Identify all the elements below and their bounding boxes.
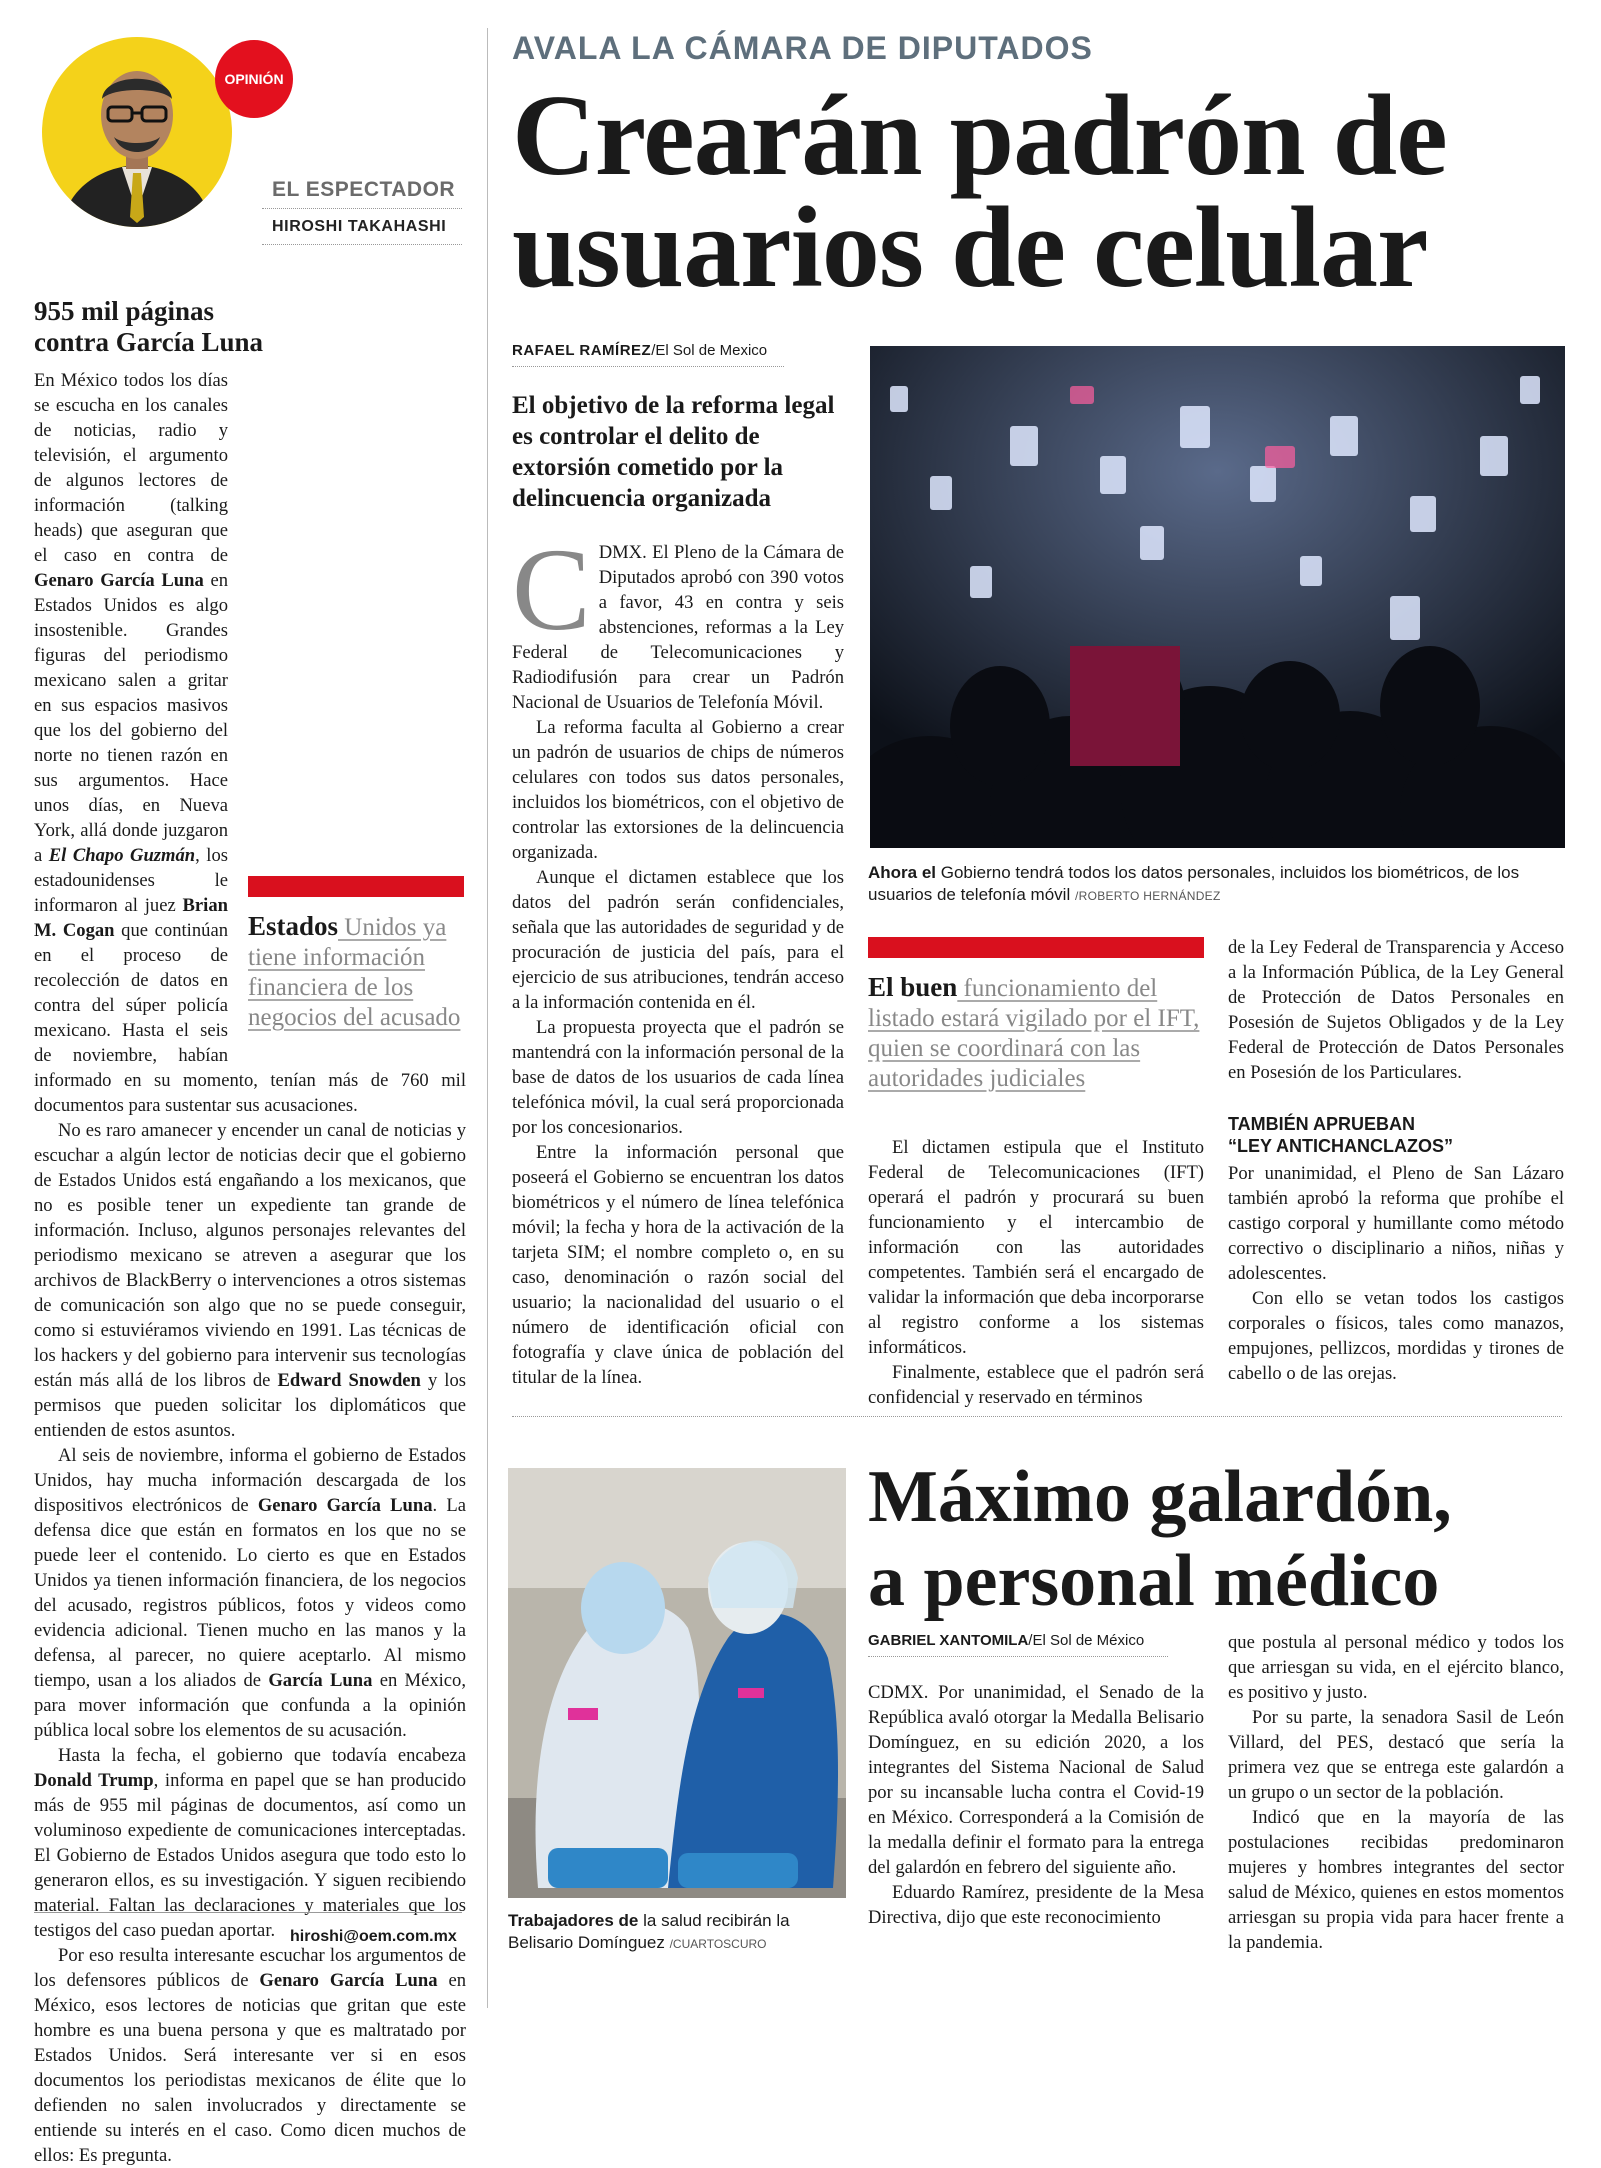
story-paragraph: Indicó que en la mayoría de las postulaciones recibidas predominaron mujeres y hombres integrantes del sector salud de México, quienes en estos momentos arriesgan su propia vida para hacer frente a la pandemia. <box>1228 1807 1564 1953</box>
byline-outlet: /El Sol de Mexico <box>651 342 768 359</box>
columnist-portrait-icon <box>42 37 232 227</box>
divider <box>512 366 784 367</box>
story-column <box>868 1135 1204 1410</box>
pull-quote-bar <box>248 876 464 897</box>
headline-line: Máximo galardón, <box>868 1456 1452 1538</box>
columnist-photo <box>42 37 232 227</box>
pull-quote <box>868 937 1204 1094</box>
subhead: El objetivo de la reforma legal es controlar el delito de extorsión cometido por la delincuencia organizada <box>512 392 835 512</box>
pull-quote <box>248 876 464 1033</box>
pull-quote-text: Unidos ya tiene información financiera de los negocios del acusado <box>248 914 461 1031</box>
divider <box>34 1912 462 1913</box>
pull-quote-lead: Estados <box>248 911 339 941</box>
author-name: HIROSHI TAKAHASHI <box>272 218 447 235</box>
column-paragraph: No es raro amanecer y encender un canal de noticias y escuchar a algún lector de noticias decir que el gobierno de Estados Unidos está engañando a los mexicanos, que no es posible tener un expediente tan grande de información. Incluso, algunos personajes relevantes del periodismo mexicano se atreven a asegurar que los archivos de BlackBerry o intervenciones a otros sistemas de comunicación son algo que no se puede conseguir, como si estuviéramos viviendo en 1991. Las técnicas de los hackers y del gobierno para intervenir sus tecnologías están más allá de los libros de Edward Snowden y los permisos que pueden solicitar los diplomáticos que entienden de estos asuntos. <box>34 1120 466 1441</box>
divider <box>868 1656 1168 1657</box>
caption-text: Gobierno tendrá todos los datos personales, incluidos los biométricos, de los usuarios de telefonía móvil <box>868 863 1520 904</box>
story-paragraph: Aunque el dictamen establece que los datos del padrón serán confidenciales, señala que las autoridades de seguridad y de procuración de justicia del país, para el ejercicio de sus atribuciones, tendrán acceso a la información contenida en él. <box>512 867 844 1013</box>
pull-quote-lead: El buen <box>868 972 958 1002</box>
story-paragraph: Entre la información personal que poseerá el Gobierno se encuentran los datos biométricos y el número de línea telefónica móvil; la fecha y hora de la activación de la tarjeta SIM; el nombre completo o, en su caso, denominación o razón social del usuario; la nacionalidad del usuario o el número de identificación oficial con fotografía y clave única de población del titular de la línea. <box>512 1142 844 1388</box>
column-paragraph: En México todos los días se escucha en los canales de noticias, radio y televisión, el argumento de algunos lectores de información (talking heads) que aseguran que el caso en contra de Genaro García Luna en Estados Unidos es algo insostenible. Grandes figuras del periodismo mexicano salen a gritar en sus espacios masivos que los del gobierno del norte no tienen razón en sus argumentos. Hace unos días, en Nueva York, allá donde juzgaron a El Chapo Guzmán, los estadounidenses le informaron al juez Brian M. Cogan que continúan en el proceso de recolección de datos en contra del súper policía mexicano. Hasta el seis de noviembre, habían informado en su momento, tenían más de 760 mil documentos para sustentar sus acusaciones. <box>34 370 466 1116</box>
headline-line: usuarios de celular <box>512 184 1428 312</box>
column-title-line: contra García Luna <box>34 327 263 357</box>
column-title <box>34 296 454 358</box>
story-paragraph: La reforma faculta al Gobierno a crear un padrón de usuarios de chips de números celulares con todos sus datos personales, incluidos los biométricos, con el objetivo de controlar las extorsiones de la delincuencia organizada. <box>512 717 844 863</box>
photo-caption <box>508 1910 846 1955</box>
byline-name: RAFAEL RAMÍREZ <box>512 342 652 359</box>
byline-name: GABRIEL XANTOMILA <box>868 1632 1029 1649</box>
story-column <box>1228 1630 1564 1955</box>
byline <box>868 1632 1144 1649</box>
caption-lead: Ahora el <box>868 863 937 882</box>
section-name: EL ESPECTADOR <box>272 178 456 201</box>
story-paragraph: Eduardo Ramírez, presidente de la Mesa Directiva, dijo que este reconocimiento <box>868 1882 1204 1928</box>
drop-cap: C <box>512 524 591 655</box>
story-paragraph: La propuesta proyecta que el padrón se mantendrá con la información personal de la base de datos de los usuarios de cada línea telefónica móvil, la cual será proporcionada por los concesionarios. <box>512 1017 844 1138</box>
column-paragraph: Hasta la fecha, el gobierno que todavía encabeza Donald Trump, informa en papel que se han producido más de 955 mil páginas de documentos, así como un voluminoso expediente de comunicaciones interceptadas. El Gobierno de Estados Unidos asegura que todo esto lo generaron ellos, es su investigación. Y siguen recibiendo material. Faltan las declaraciones y materiales que los testigos del caso puedan aportar. <box>34 1745 466 1941</box>
divider <box>262 208 462 209</box>
story-column <box>1228 935 1564 1386</box>
column-paragraph: Al seis de noviembre, informa el gobierno de Estados Unidos, hay mucha información descargada de los dispositivos electrónicos de Genaro García Luna. La defensa dice que están en formatos en los que no se puede leer el contenido. Lo cierto es que en Estados Unidos ya tienen información financiera, de los negocios del acusado, registros públicos, fotos y videos como evidencia adicional. Tienen mucho en las manos y la defensa, al parecer, no quiere aceptarlo. Al mismo tiempo, usan a los aliados de García Luna en México, para mover información que confunda a la opinión pública local sobre los elementos de su acusación. <box>34 1445 466 1741</box>
kicker: AVALA LA CÁMARA DE DIPUTADOS <box>512 30 1093 66</box>
story-column <box>512 524 844 1390</box>
concert-phones-photo <box>870 346 1565 848</box>
column-title-line: 955 mil páginas <box>34 296 215 326</box>
story-paragraph: Por su parte, la senadora Sasil de León Villard, del PES, destacó que sería la primera vez que se entrega este galardón a un grupo o un sector de la población. <box>1228 1707 1564 1803</box>
pull-quote-text: funcionamiento del listado estará vigilado por el IFT, quien se coordinará con las autoridades judiciales <box>868 975 1200 1092</box>
story-paragraph: El dictamen estipula que el Instituto Federal de Telecomunicaciones (IFT) operará el padrón y procurará su buen funcionamiento y el intercambio de información con las autoridades competentes. También será el encargado de validar la información que deba incorporarse al registro conforme a los sistemas informáticos. <box>868 1137 1204 1358</box>
column-body <box>34 368 466 2168</box>
story-column <box>868 1680 1204 1930</box>
photo-credit: /ROBERTO HERNÁNDEZ <box>1074 889 1221 903</box>
headline-line: Crearán padrón de <box>512 72 1447 200</box>
story-paragraph: DMX. El Pleno de la Cámara de Diputados aprobó con 390 votos a favor, 43 en contra y seis abstenciones, reformas a la Ley Federal de Telecomunicaciones y Radiodifusión para crear un Padrón Nacional de Usuarios de Telefonía Móvil. <box>512 542 844 713</box>
column-separator <box>487 28 488 2008</box>
story-paragraph: CDMX. Por unanimidad, el Senado de la República avaló otorgar la Medalla Belisario Domínguez, en su edición 2020, a los integrantes del Sistema Nacional de Salud por su incansable lucha contra el Covid-19 en México. Corresponderá a la Comisión de la medalla definir el formato para la entrega del galardón en febrero del siguiente año. <box>868 1682 1204 1878</box>
caption-lead: Trabajadores de <box>508 1911 639 1930</box>
health-workers-photo <box>508 1468 846 1898</box>
story-paragraph: Finalmente, establece que el padrón será confidencial y reservado en términos <box>868 1362 1204 1408</box>
story-separator <box>512 1416 1562 1417</box>
main-headline <box>512 72 1592 312</box>
column-paragraph: Por eso resulta interesante escuchar los argumentos de los defensores públicos de Genaro García Luna en México, esos lectores de noticias que gritan que este hombre es una buena persona y que es maltratado por Estados Unidos. Será interesante ver si en esos documentos los periodistas mexicanos de élite que lo defienden no salen involucrados y directamente se entiende su interés en el caso. Como dicen muchos de ellos: Es pregunta. <box>34 1945 467 2166</box>
author-email[interactable]: hiroshi@oem.com.mx <box>290 1928 457 1945</box>
photo-credit: /CUARTOSCURO <box>669 1937 767 1951</box>
pull-quote-bar <box>868 937 1204 958</box>
sidebar-paragraph: Con ello se vetan todos los castigos corporales o físicos, tales como manazos, empujones, pellizcos, mordidas y tirones de cabello o de las orejas. <box>1228 1288 1564 1384</box>
divider <box>262 244 462 245</box>
headline-line: a personal médico <box>868 1540 1440 1622</box>
sidebar-heading: TAMBIÉN APRUEBAN “LEY ANTICHANCLAZOS” <box>1228 1114 1453 1156</box>
byline <box>512 342 767 359</box>
story-paragraph: de la Ley Federal de Transparencia y Acceso a la Información Pública, de la Ley General de Protección de Datos Personales en Posesión de Sujetos Obligados y de la Ley Federal de Protección de Datos Personales en Posesión de los Particulares. <box>1228 937 1564 1083</box>
opinion-badge: OPINIÓN <box>215 40 293 118</box>
caption-text: la salud recibirán la Belisario Domínguez <box>508 1911 790 1952</box>
secondary-headline <box>868 1455 1568 1623</box>
story-paragraph: que postula al personal médico y todos los que arriesgan su vida, en el ejército blanco, es positivo y justo. <box>1228 1632 1564 1703</box>
crowd-phones-image-icon <box>870 346 1565 848</box>
sidebar-paragraph: Por unanimidad, el Pleno de San Lázaro también aprobó la reforma que prohíbe el castigo corporal y humillante como método correctivo o disciplinario a niños, niñas y adolescentes. <box>1228 1163 1564 1284</box>
health-workers-image-icon <box>508 1468 846 1898</box>
photo-caption <box>868 862 1568 907</box>
byline-outlet: /El Sol de México <box>1028 1632 1145 1649</box>
